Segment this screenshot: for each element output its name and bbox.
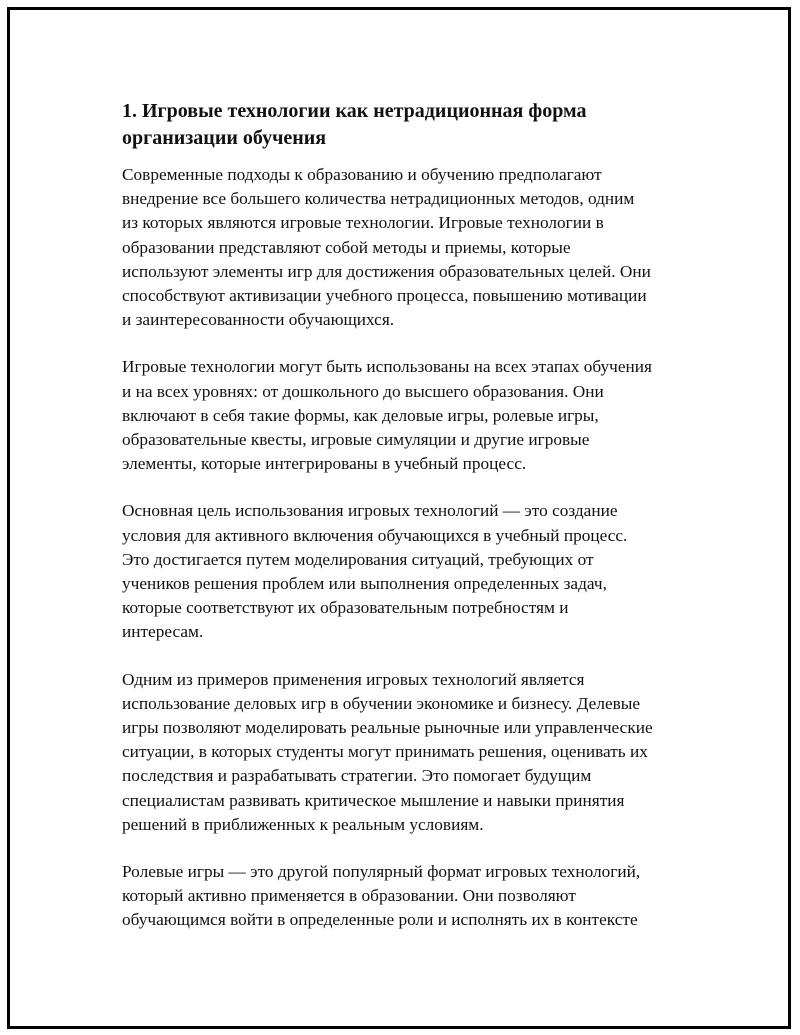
- text-line: Игровые технологии могут быть использованы на всех этапах обучения: [122, 357, 652, 377]
- heading-line: организации обучения: [122, 127, 327, 149]
- text-line: последствия и разрабатывать стратегии. Это помогает будущим: [122, 766, 592, 786]
- text-line: учеников решения проблем или выполнения определенных задач,: [122, 574, 607, 594]
- text-line: интересам.: [122, 622, 204, 642]
- document-body: [122, 98, 700, 956]
- text-line: Одним из примеров применения игровых технологий является: [122, 669, 585, 689]
- page-frame: [7, 7, 791, 1029]
- text-line: специалистам развивать критическое мышление и навыки принятия: [122, 790, 625, 810]
- text-line: условия для активного включения обучающихся в учебный процесс.: [122, 525, 628, 545]
- paragraph-stages: [122, 355, 700, 476]
- text-line: обучающимся войти в определенные роли и исполнять их в контексте: [122, 910, 638, 930]
- text-line: Ролевые игры — это другой популярный формат игровых технологий,: [122, 862, 641, 882]
- text-line: решений в приближенных к реальным условиям.: [122, 814, 484, 834]
- text-line: образовательные квесты, игровые симуляции и другие игровые: [122, 430, 590, 450]
- section-heading: [122, 98, 700, 152]
- text-line: включают в себя такие формы, как деловые игры, ролевые игры,: [122, 405, 599, 425]
- text-line: который активно применяется в образовании. Они позволяют: [122, 886, 576, 906]
- text-line: способствуют активизации учебного процесса, повышению мотивации: [122, 286, 647, 306]
- text-line: Основная цель использования игровых технологий — это создание: [122, 501, 618, 521]
- paragraph-intro: [122, 163, 700, 332]
- paragraph-role-games: [122, 860, 700, 933]
- text-line: используют элементы игр для достижения образовательных целей. Они: [122, 261, 651, 281]
- text-line: и на всех уровнях: от дошкольного до высшего образования. Они: [122, 381, 604, 401]
- paragraph-business-games: [122, 668, 700, 837]
- text-line: из которых являются игровые технологии. Игровые технологии в: [122, 213, 604, 233]
- text-line: образовании представляют собой методы и приемы, которые: [122, 237, 571, 257]
- text-line: Это достигается путем моделирования ситуаций, требующих от: [122, 549, 594, 569]
- text-line: использование деловых игр в обучении экономике и бизнесу. Делевые: [122, 693, 641, 713]
- text-line: и заинтересованности обучающихся.: [122, 310, 395, 330]
- paragraph-goal: [122, 499, 700, 644]
- text-line: Современные подходы к образованию и обучению предполагают: [122, 165, 602, 184]
- text-line: элементы, которые интегрированы в учебный процесс.: [122, 454, 527, 474]
- text-line: которые соответствуют их образовательным потребностям и: [122, 598, 569, 618]
- heading-line: 1. Игровые технологии как нетрадиционная форма: [122, 100, 587, 122]
- text-line: внедрение все большего количества нетрадиционных методов, одним: [122, 189, 635, 209]
- text-line: игры позволяют моделировать реальные рыночные или управленческие: [122, 718, 653, 738]
- text-line: ситуации, в которых студенты могут принимать решения, оценивать их: [122, 742, 648, 762]
